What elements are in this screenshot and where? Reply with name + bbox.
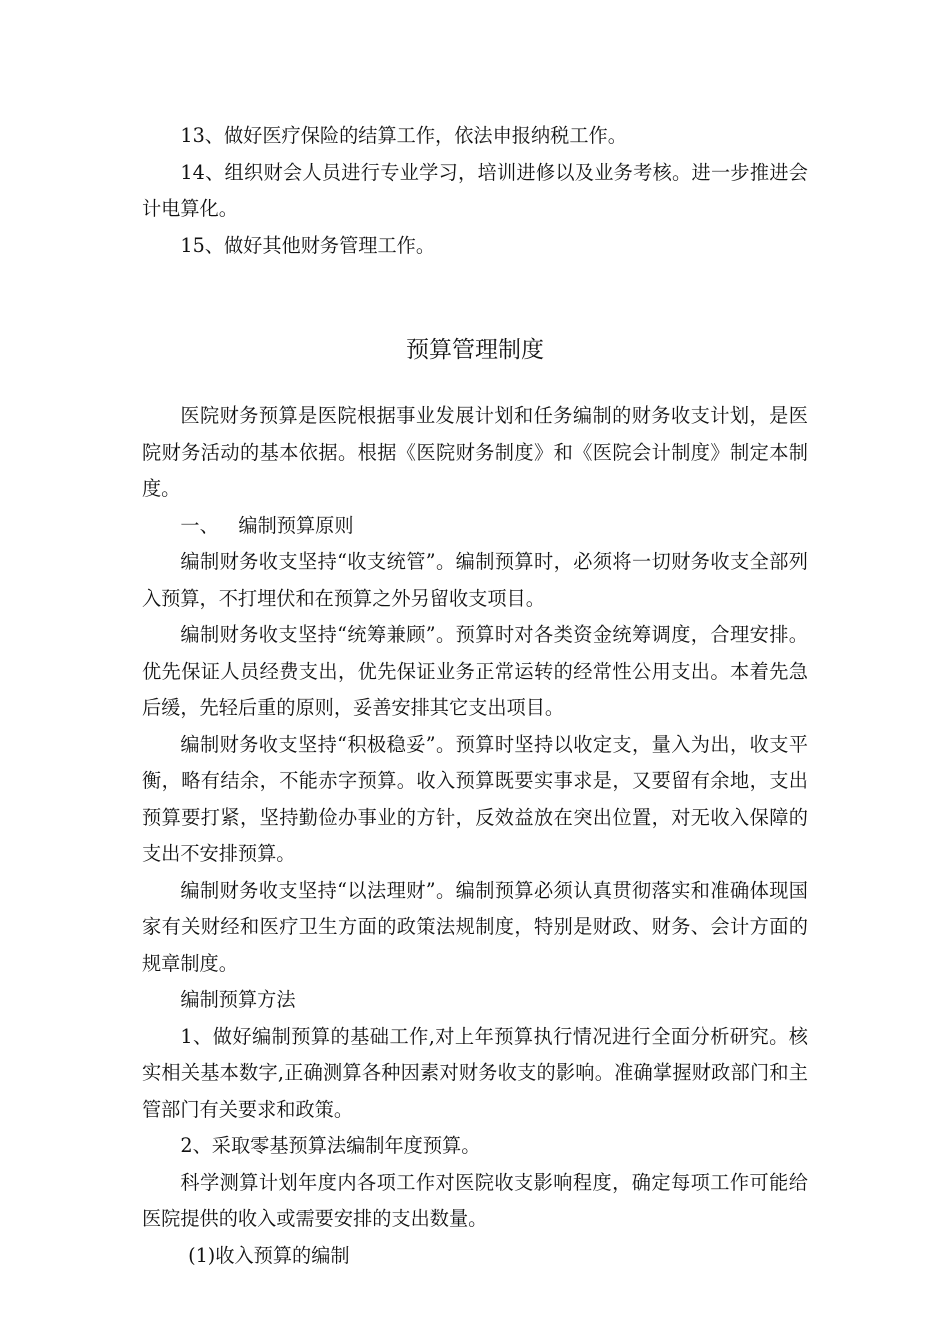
paragraph-intro: 医院财务预算是医院根据事业发展计划和任务编制的财务收支计划，是医院财务活动的基本依据。根据《医院财务制度》和《医院会计制度》制定本制度。: [142, 404, 808, 500]
paragraph-principle-2: 编制财务收支坚持“统筹兼顾”。预算时对各类资金统筹调度，合理安排。优先保证人员经费支出，优先保证业务正常运转的经常性公用支出。本着先急后缓，先轻后重的原则，妥善安排其它支出项目。: [142, 623, 808, 719]
paragraph-method-detail: 科学测算计划年度内各项工作对医院收支影响程度，确定每项工作可能给医院提供的收入或需要安排的支出数量。: [142, 1170, 808, 1230]
paragraph-principle-4: 编制财务收支坚持“以法理财”。编制预算必须认真贯彻落实和准确体现国家有关财经和医疗卫生方面的政策法规制度，特别是财政、财务、会计方面的规章制度。: [142, 878, 808, 975]
paragraph-principle-1: 编制财务收支坚持“收支统管”。编制预算时，必须将一切财务收支全部列入预算，不打埋伏和在预算之外另留收支项目。: [142, 550, 808, 610]
paragraph-method-heading: 编制预算方法: [180, 988, 296, 1011]
section-number: 一、: [180, 513, 219, 537]
paragraph-method-2: 2、采取零基预算法编制年度预算。: [180, 1134, 481, 1157]
paragraph-principle-3: 编制财务收支坚持“积极稳妥”。预算时坚持以收定支，量入为出，收支平衡，略有结余，不能赤字预算。收入预算既要实事求是，又要留有余地，支出预算要打紧，坚持勤俭办事业的方针，反效益放在突出位置，对无收入保障的支出不安排预算。: [142, 732, 808, 865]
intro-item-13: 13、做好医疗保险的结算工作，依法申报纳税工作。: [180, 124, 627, 147]
document-title: 预算管理制度: [406, 337, 544, 363]
spacer: [142, 264, 808, 332]
paragraph-income-budget: (1)收入预算的编制: [188, 1243, 350, 1267]
spacer: [142, 368, 808, 398]
paragraph-method-1: 1、做好编制预算的基础工作,对上年预算执行情况进行全面分析研究。核实相关基本数字,正确测算各种因素对财务收支的影响。准确掌握财政部门和主管部门有关要求和政策。: [142, 1024, 808, 1121]
section-heading-1: [142, 508, 808, 545]
document-page: [142, 118, 808, 1274]
intro-item-15: 15、做好其他财务管理工作。: [180, 233, 436, 257]
section-title: 编制预算原则: [238, 513, 354, 537]
intro-item-14: 14、组织财会人员进行专业学习，培训进修以及业务考核。进一步推进会计电算化。: [142, 160, 808, 220]
